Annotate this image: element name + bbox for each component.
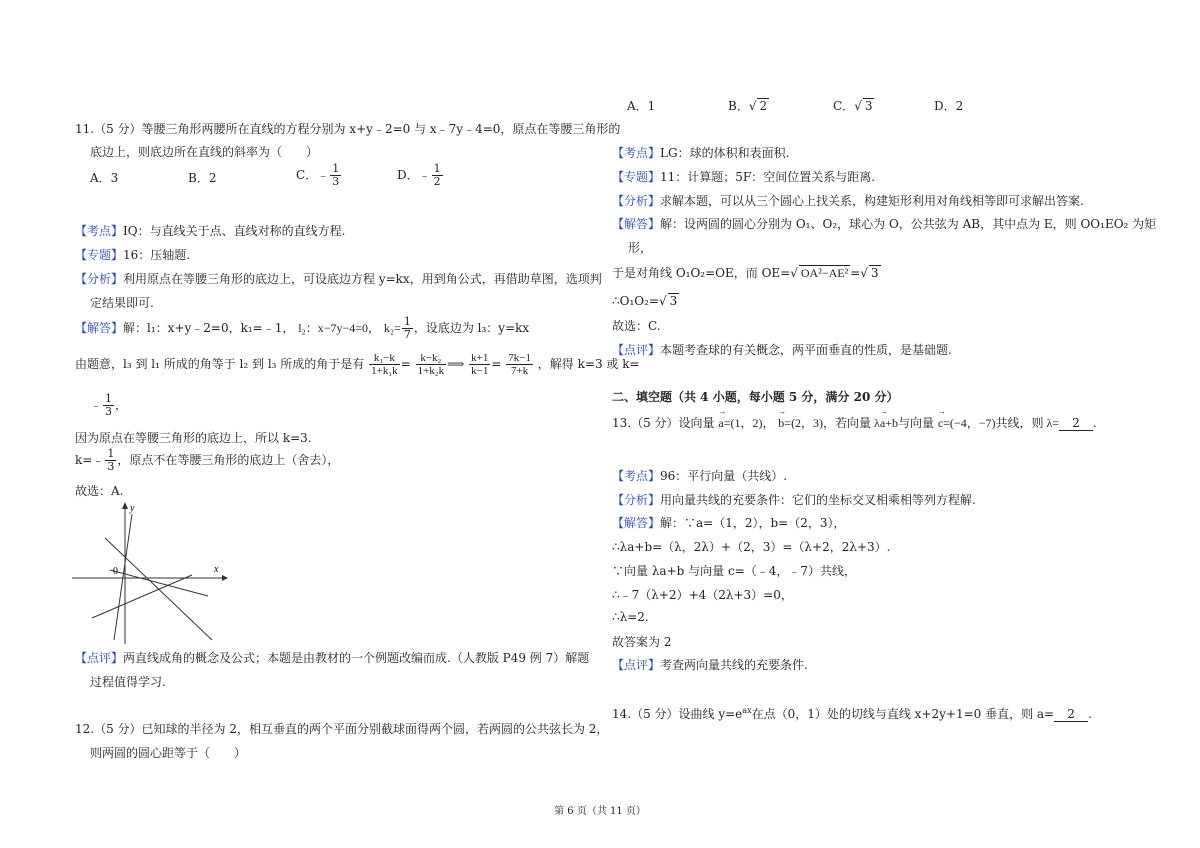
q14-answer-blank: 2 <box>1054 707 1088 722</box>
q13-jieda: 【解答】解：∵a=（1，2），b=（2，3）， <box>612 516 846 530</box>
y-axis-label: y <box>130 503 135 514</box>
q12-option-a: A．1 <box>627 99 656 113</box>
q12-answer: 故选：C. <box>612 319 661 333</box>
fraction: $\frac{1}{7}$ <box>403 315 411 341</box>
q12-option-d: D．2 <box>934 99 964 113</box>
q13-line6: 故答案为 2 <box>612 635 672 649</box>
q11-dianping-line2: 过程值得学习. <box>90 675 166 689</box>
q11-option-c <box>296 163 342 188</box>
q11-line4: 因为原点在等腰三角形的底边上，所以 k=3. <box>75 431 312 445</box>
q11-dianping: 【点评】两直线成角的概念及公式；本题是由教材的一个例题改编而成.（人教版 P49 例 7）解题 <box>75 651 590 665</box>
q11-line6: 故选：A. <box>75 484 124 498</box>
q13-kaodian: 【考点】96：平行向量（共线）. <box>612 469 788 483</box>
q11-fenxi-line2: 定结果即可. <box>90 296 154 310</box>
x-axis-label: x <box>214 564 219 575</box>
y-axis-arrow <box>122 502 128 509</box>
q13-line2: ∴λa+b=（λ，2λ）+（2，3）=（λ+2，2λ+3）. <box>612 540 891 554</box>
q11-option-b: B．2 <box>188 171 217 185</box>
q11-stem-line2: 底边上，则底边所在直线的斜率为（ ） <box>90 145 319 159</box>
line-l2 <box>92 575 192 618</box>
q12-stem-line1: 12.（5 分）已知球的半径为 2，相互垂直的两个平面分别截球面得两个圆，若两圆的公共弦长为 2， <box>75 722 609 736</box>
section-title-fill-blank: 二、填空题（共 4 小题，每小题 5 分，满分 20 分） <box>612 390 899 404</box>
q12-option-c: C．√ 3 <box>833 99 873 113</box>
q12-result-line: ∴O₁O₂=√ 3 <box>612 294 678 308</box>
q12-kaodian: 【考点】LG：球的体积和表面积. <box>612 146 790 160</box>
q11-angle-equation: 由题意，l₃ 到 l₁ 所成的角等于 l₂ 到 l₃ 所成的角于是有 $\frac{\text{k₁−k}}{\text{1+k₁k}}$ = $\frac{\text{k−k₂}}{\text{1+k₂k}}$ ⟹ $\frac{k+1}{k-1}$ = $\frac{7k-1}{7+k}$ ，解得 k=3 或 k= <box>75 352 640 377</box>
page-footer: 第 6 页（共 11 页） <box>554 806 646 817</box>
q12-fenxi: 【分析】求解本题，可以从三个圆心上找关系，构建矩形利用对角线相等即可求解出答案. <box>612 194 1084 208</box>
q11-stem-line1: 11.（5 分）等腰三角形两腰所在直线的方程分别为 x+y﹣2=0 与 x﹣7y﹣4=0，原点在等腰三角形的 <box>75 122 621 136</box>
q11-option-d-label: D． <box>397 168 419 182</box>
q11-kaodian: 【考点】IQ：与直线关于点、直线对称的直线方程. <box>75 224 346 238</box>
q11-sketch-graph <box>70 500 230 645</box>
q11-option-a: A．3 <box>90 171 119 185</box>
q13-line4: ∴﹣7（λ+2）+4（2λ+3）=0， <box>612 588 793 602</box>
origin-label: 0 <box>113 566 118 577</box>
q11-option-c-label: C．﹣ <box>296 168 330 182</box>
q12-stem-line2: 则两圆的圆心距等于（ ） <box>90 746 247 760</box>
q13-dianping: 【点评】考查两向量共线的充要条件. <box>612 658 808 672</box>
q12-dianping: 【点评】本题考查球的有关概念，两平面垂直的性质，是基础题. <box>612 343 952 357</box>
q11-k-neg-third: ﹣ $\frac{1}{3}$ ， <box>90 392 128 418</box>
q12-zhuanti: 【专题】11：计算题；5F：空间位置关系与距离. <box>612 170 876 184</box>
fraction: $\frac{1}{2}$ <box>433 162 441 188</box>
q11-fenxi: 【分析】利用原点在等腰三角形的底边上，可设底边方程 y=kx，用到角公式，再借助草图，选项判 <box>75 272 602 286</box>
q12-jieda-line2: 形， <box>628 241 653 255</box>
q11-option-d: D．﹣ $\frac{1}{2}$ <box>397 162 441 188</box>
q13-line3: ∵向量 λa+b 与向量 c=（﹣4，﹣7）共线， <box>612 564 856 578</box>
q13-line5: ∴λ=2. <box>612 610 649 624</box>
q11-zhuanti: 【专题】16：压轴题. <box>75 248 191 262</box>
q13-fenxi: 【分析】用向量共线的充要条件：它们的坐标交叉相乘相等列方程解. <box>612 493 976 507</box>
line-base <box>114 514 132 640</box>
x-axis-arrow <box>222 575 228 581</box>
q11-jieda: 【解答】解：l₁：x+y﹣2=0，k₁=﹣1， l₂：x−7y−4=0， k₂= $\frac{1}{7}$ ，设底边为 l₃：y=kx <box>75 315 530 341</box>
q14-stem: 14.（5 分）设曲线 $y=e^{ax}$在点（0，1）处的切线与直线 x+2y+1=0 垂直，则 a= 2 . <box>612 706 1092 721</box>
q13-stem: 13.（5 分）设向量 → a=(1，2)， → b=(2，3)，若向量 λ→ a+b与向量 → c=(−4，−7)共线，则 λ= 2 . <box>612 414 1097 431</box>
q12-jieda: 【解答】解：设两圆的圆心分别为 O₁、O₂，球心为 O，公共弦为 AB，其中点为 E，则 OO₁EO₂ 为矩 <box>612 217 1157 231</box>
q13-answer-blank: 2 <box>1059 416 1093 431</box>
fraction: $\frac{1}{3}$ <box>332 162 340 188</box>
q12-option-b: B．√ 2 <box>728 99 768 113</box>
q11-line5: k=﹣ $\frac{1}{3}$ ，原点不在等腰三角形的底边上（舍去）， <box>75 447 340 473</box>
q12-oe-line: 于是对角线 O₁O₂=OE，而 OE=√ OA²−AE² =√ 3 <box>612 266 879 280</box>
